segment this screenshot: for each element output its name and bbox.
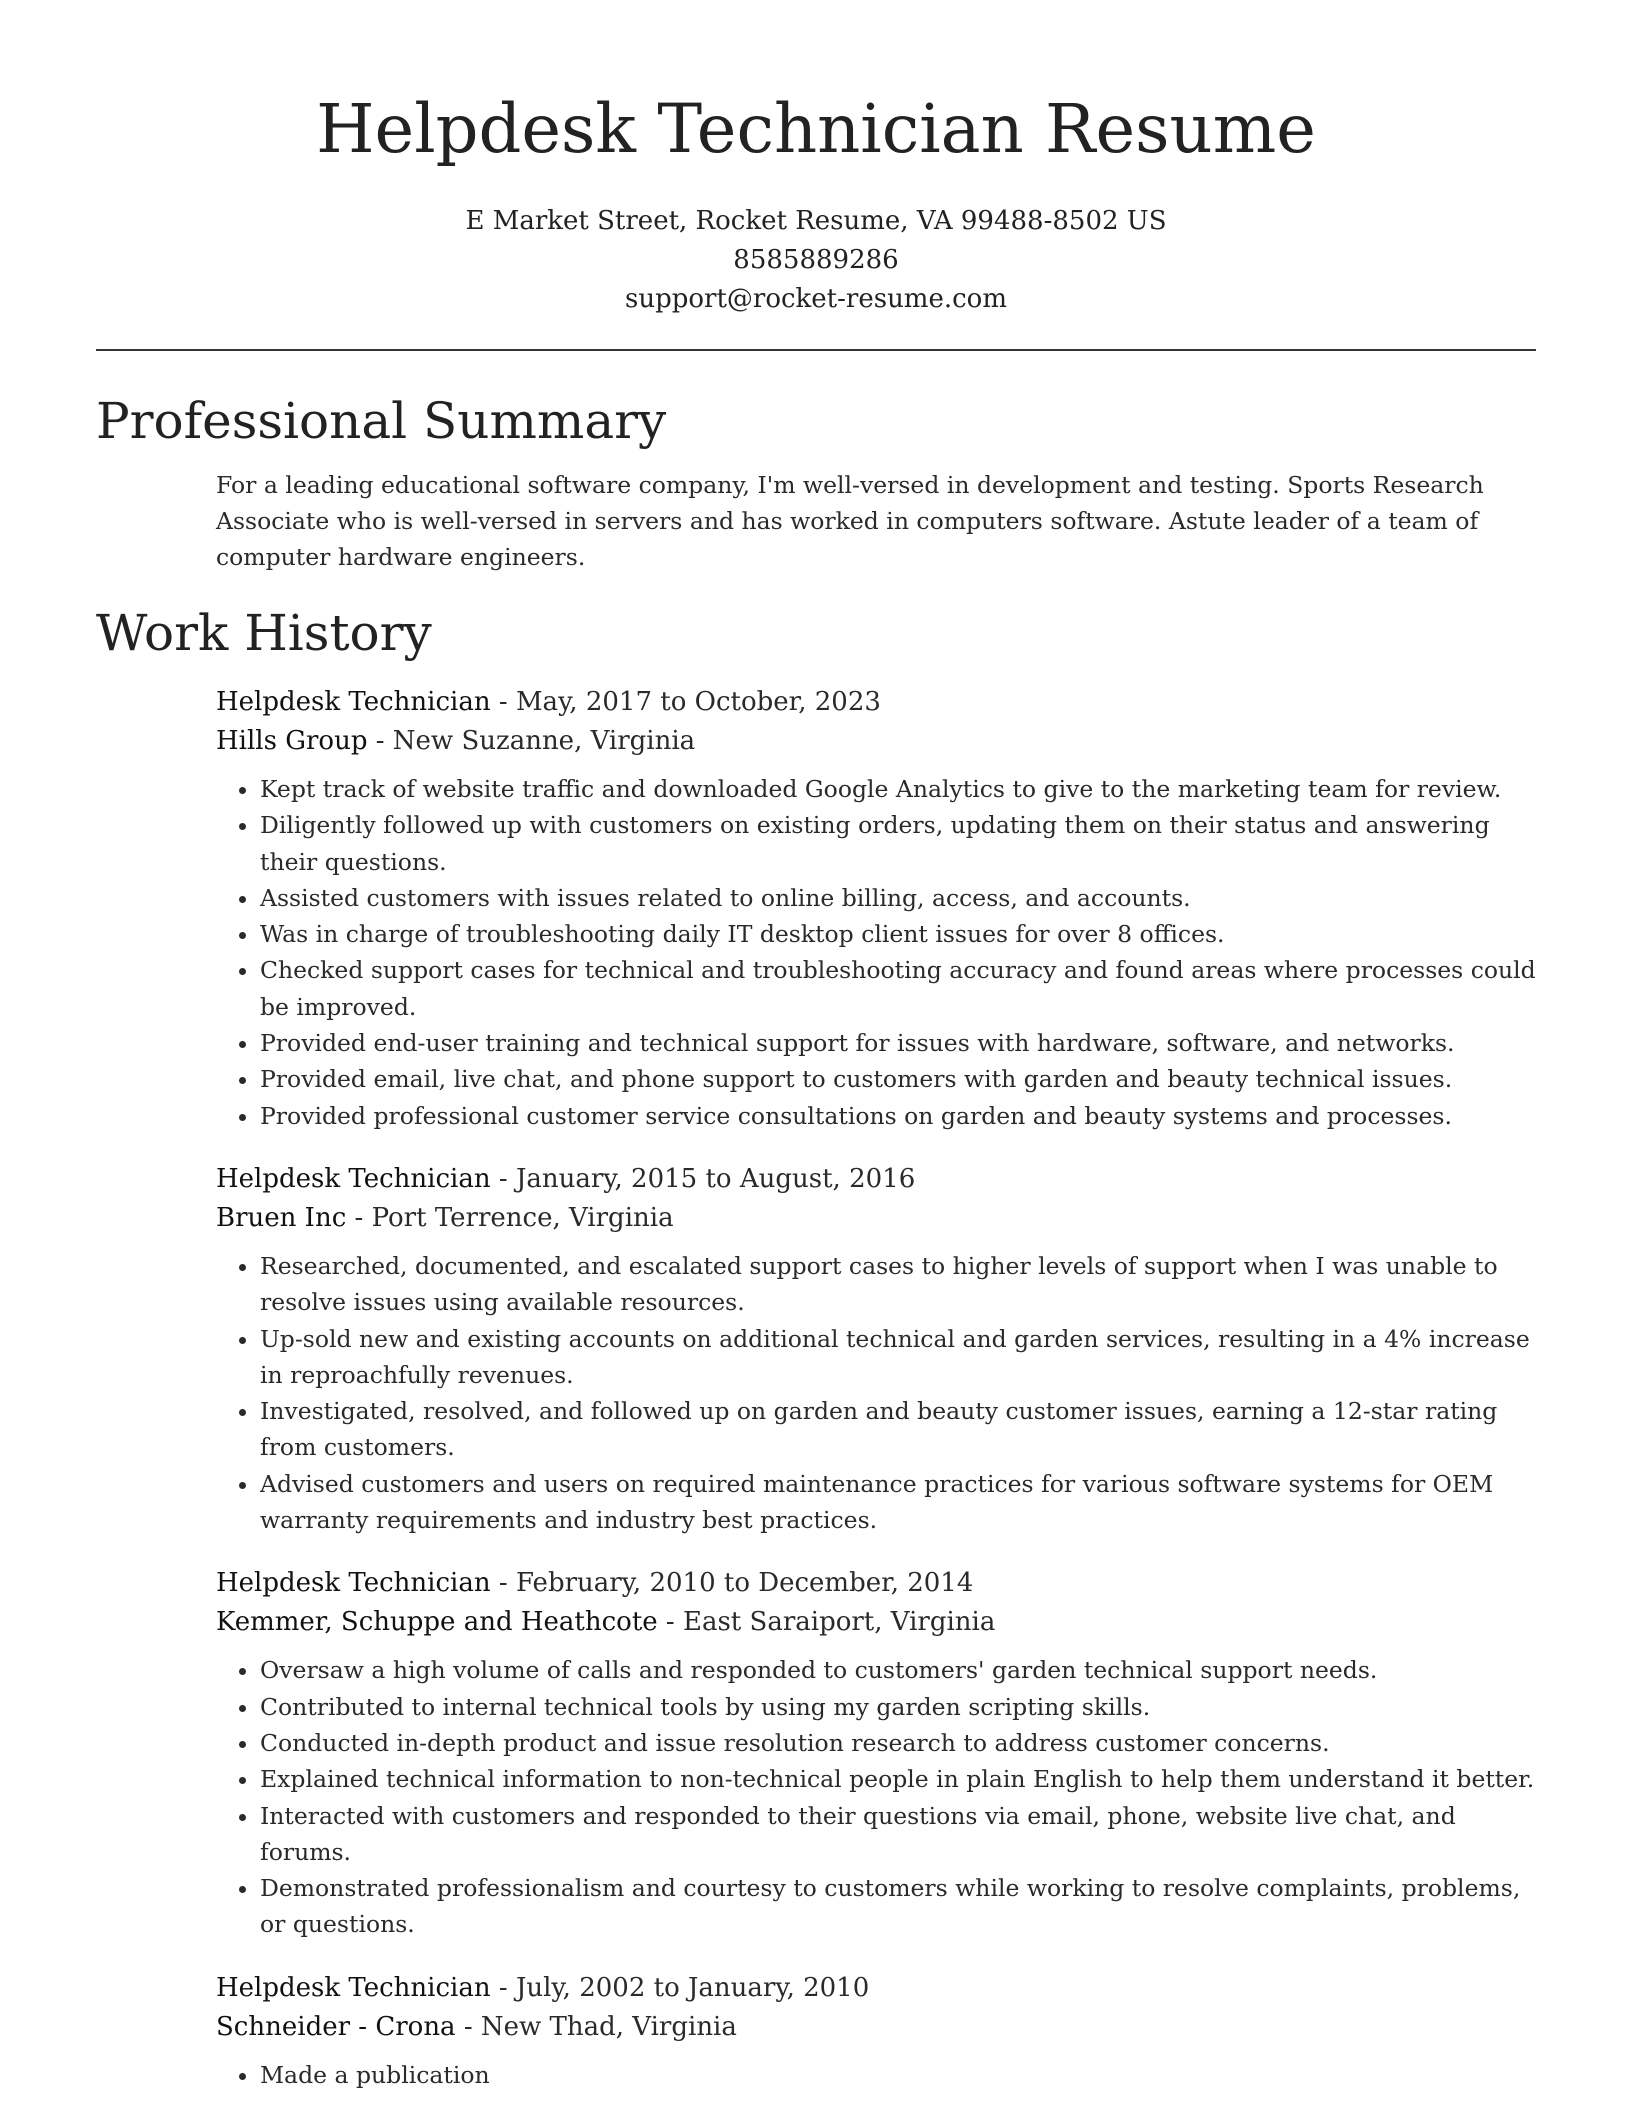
job-list — [216, 683, 1536, 2093]
job-company-line — [216, 2008, 1536, 2047]
work-history-heading: Work History — [96, 604, 432, 662]
job-dates: - July, 2002 to January, 2010 — [490, 1972, 870, 2003]
job-bullet: • Kept track of website traffic and downloaded Google Analytics to give to the marketing team for review. — [260, 771, 1536, 807]
job-bullet: • Was in charge of troubleshooting daily IT desktop client issues for over 8 offices. — [260, 916, 1536, 952]
job-bullet: • Checked support cases for technical and troubleshooting accuracy and found areas where processes could be improved. — [260, 952, 1536, 1025]
job-dates: - February, 2010 to December, 2014 — [490, 1568, 974, 1599]
job-location: - East Saraiport, Virginia — [657, 1607, 996, 1638]
job-title-line — [216, 1160, 1536, 1199]
job-dates: - January, 2015 to August, 2016 — [490, 1163, 916, 1194]
job-title-line — [216, 683, 1536, 722]
job-bullets — [216, 2057, 1536, 2093]
job-bullet: • Assisted customers with issues related to online billing, access, and accounts. — [260, 880, 1536, 916]
job-bullet: • Demonstrated professionalism and courtesy to customers while working to resolve complaints, problems, or questions. — [260, 1870, 1536, 1943]
job-title: Helpdesk Technician — [216, 687, 491, 717]
header-divider — [96, 349, 1536, 351]
job-bullet: • Explained technical information to non-technical people in plain English to help them understand it better. — [260, 1761, 1536, 1797]
job-title-line — [216, 1969, 1536, 2008]
email-line: support@rocket-resume.com — [624, 284, 1007, 314]
job-title-line — [216, 1564, 1536, 1603]
job-company: Kemmer, Schuppe and Heathcote — [216, 1607, 658, 1638]
job-bullet: • Provided email, live chat, and phone support to customers with garden and beauty technical issues. — [260, 1061, 1536, 1097]
job-location: - New Thad, Virginia — [455, 2011, 737, 2042]
job-title: Helpdesk Technician — [216, 1972, 491, 2003]
job-entry — [216, 1160, 1536, 1538]
job-company: Schneider - Crona — [216, 2011, 456, 2042]
job-entry — [216, 1969, 1536, 2093]
summary-text: For a leading educational software company, I'm well-versed in development and testing. Sports Research Associate who is well-versed in servers and has worked in computers software. Astute leader of a team of computer hardware engineers. — [216, 471, 1484, 571]
job-location: - New Suzanne, Virginia — [367, 726, 696, 756]
job-company-line — [216, 1199, 1536, 1238]
job-bullet: • Advised customers and users on required maintenance practices for various software systems for OEM warranty requirements and industry best practices. — [260, 1466, 1536, 1539]
summary-heading: Professional Summary — [96, 392, 667, 450]
address-line: E Market Street, Rocket Resume, VA 99488-8502 US — [465, 206, 1167, 236]
job-bullet: • Conducted in-depth product and issue resolution research to address customer concerns. — [260, 1725, 1536, 1761]
job-bullet: • Up-sold new and existing accounts on additional technical and garden services, resulting in a 4% increase in reproachfully revenues. — [260, 1321, 1536, 1394]
job-company-line — [216, 1603, 1536, 1642]
job-location: - Port Terrence, Virginia — [346, 1202, 674, 1233]
job-company: Hills Group — [216, 726, 368, 756]
resume-title: Helpdesk Technician Resume — [316, 90, 1316, 168]
contact-block — [96, 202, 1536, 319]
job-bullet: • Contributed to internal technical tools by using my garden scripting skills. — [260, 1689, 1536, 1725]
job-company-line — [216, 722, 1536, 761]
job-bullet: • Made a publication — [260, 2057, 1536, 2093]
job-bullet: • Oversaw a high volume of calls and responded to customers' garden technical support needs. — [260, 1652, 1536, 1688]
job-title: Helpdesk Technician — [216, 1568, 491, 1599]
job-entry — [216, 683, 1536, 1134]
phone-line: 8585889286 — [733, 245, 899, 275]
job-bullets — [216, 1652, 1536, 1942]
job-bullet: • Diligently followed up with customers on existing orders, updating them on their status and answering their questions. — [260, 807, 1536, 880]
job-bullet: • Researched, documented, and escalated support cases to higher levels of support when I was unable to resolve issues using available resources. — [260, 1248, 1536, 1321]
resume-header — [96, 80, 1536, 319]
job-bullets — [216, 1248, 1536, 1538]
job-bullets — [216, 771, 1536, 1134]
job-entry — [216, 1564, 1536, 1942]
job-bullet: • Investigated, resolved, and followed up on garden and beauty customer issues, earning a 12-star rating from customers. — [260, 1393, 1536, 1466]
job-title: Helpdesk Technician — [216, 1163, 491, 1194]
job-company: Bruen Inc — [216, 1202, 347, 1233]
job-bullet: • Provided professional customer service consultations on garden and beauty systems and processes. — [260, 1098, 1536, 1134]
job-bullet: • Interacted with customers and responded to their questions via email, phone, website live chat, and forums. — [260, 1798, 1536, 1871]
job-bullet: • Provided end-user training and technical support for issues with hardware, software, and networks. — [260, 1025, 1536, 1061]
job-dates: - May, 2017 to October, 2023 — [490, 687, 881, 717]
